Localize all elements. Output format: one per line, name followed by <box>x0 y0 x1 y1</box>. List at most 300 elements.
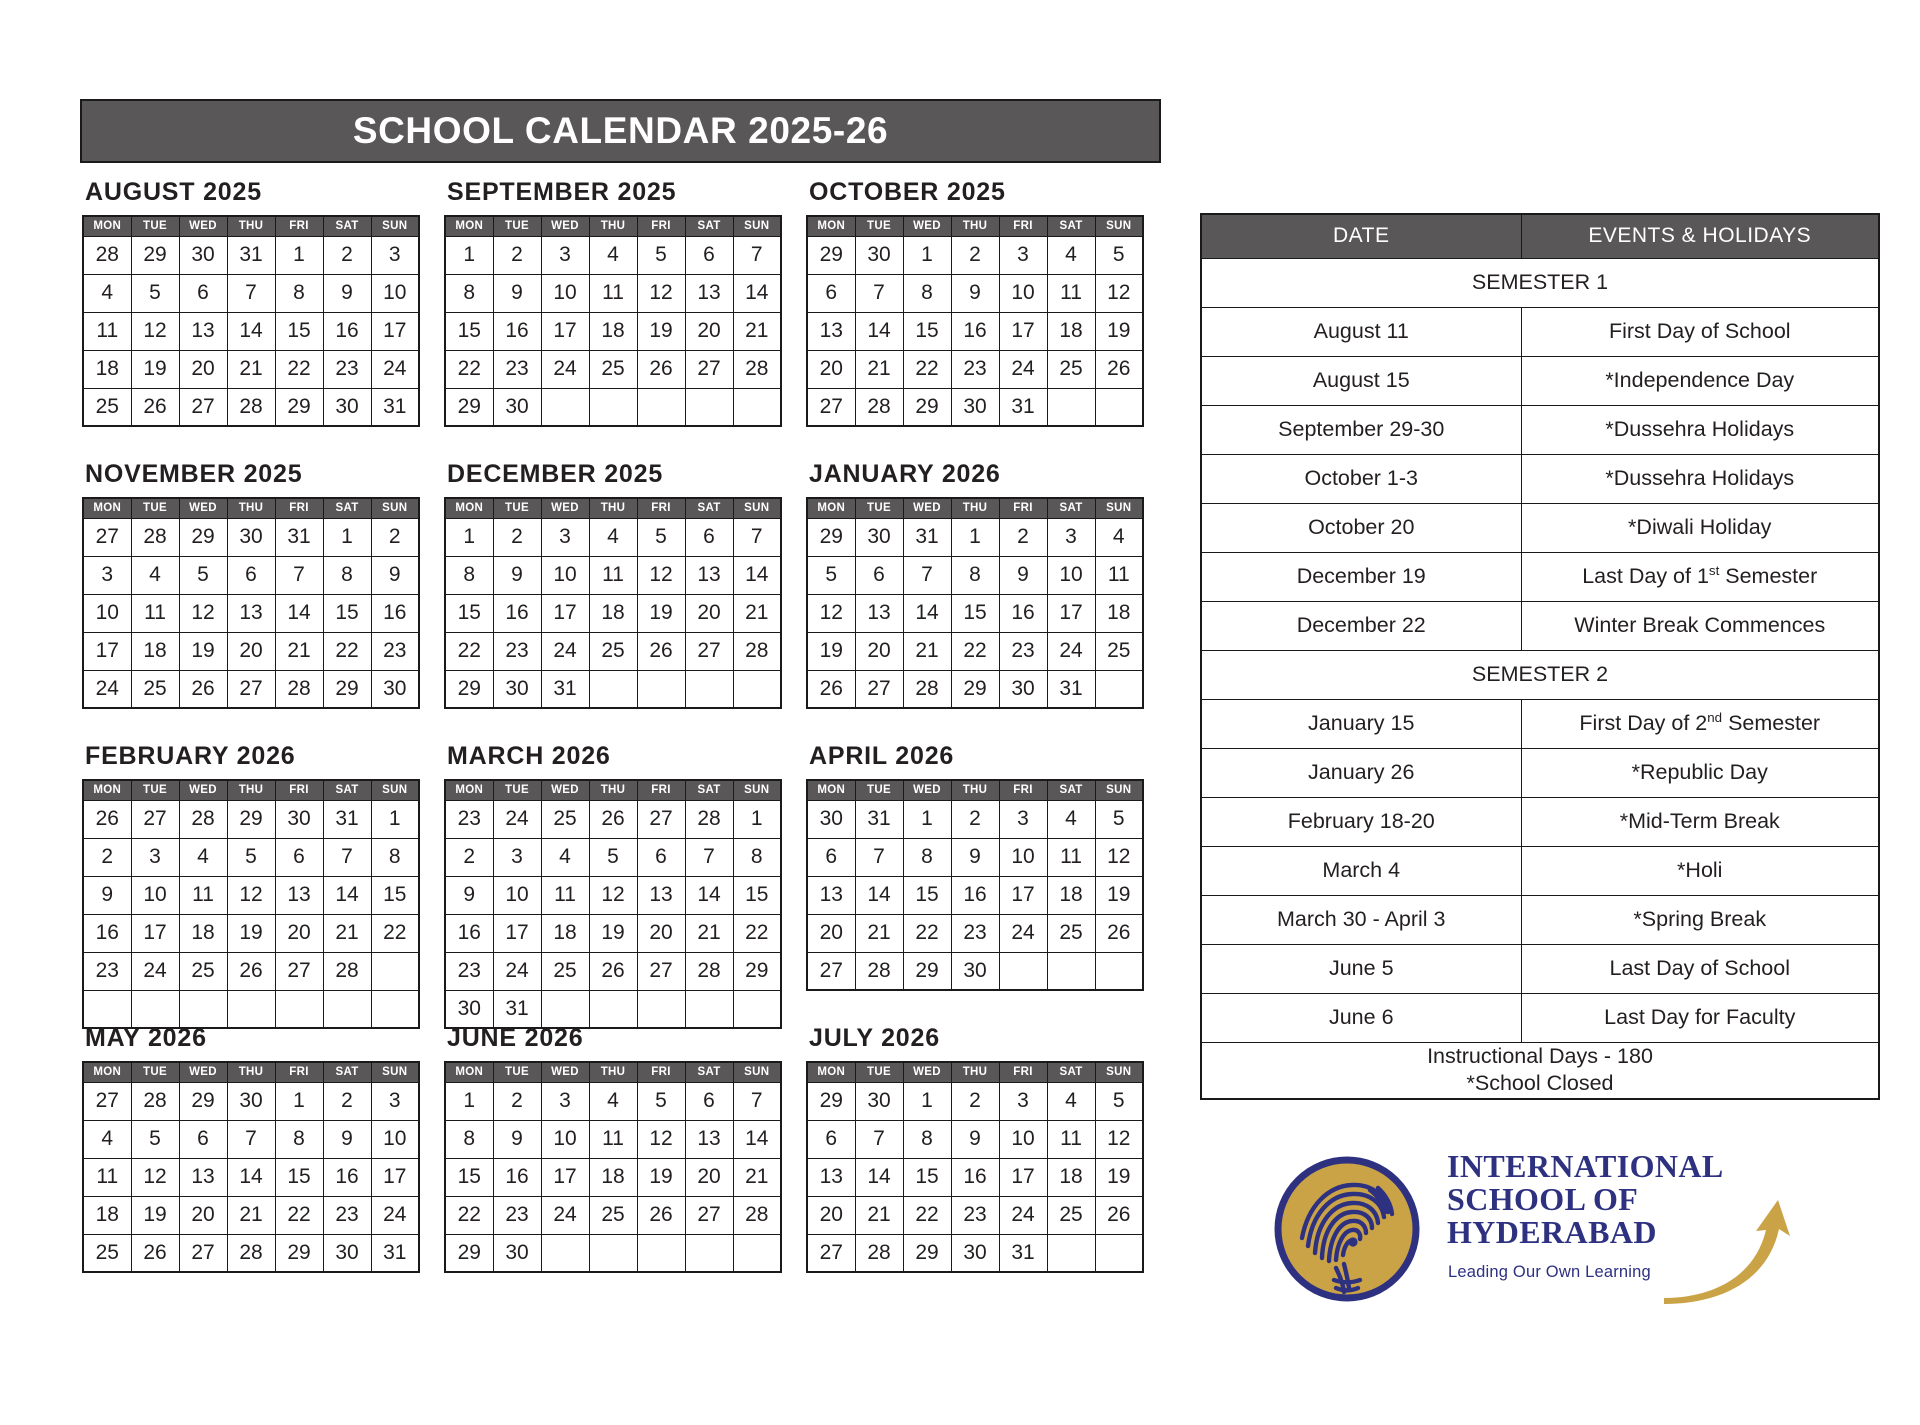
day-cell: 20 <box>855 632 903 670</box>
week-row <box>445 876 781 914</box>
week-row <box>83 838 419 876</box>
day-cell: 20 <box>179 1196 227 1234</box>
month-title: NOVEMBER 2025 <box>85 460 303 488</box>
weekday-header-row <box>807 216 1143 236</box>
day-cell: 27 <box>685 350 733 388</box>
day-cell: 29 <box>445 388 493 426</box>
day-cell: 18 <box>589 312 637 350</box>
weekday-header-row <box>807 780 1143 800</box>
day-cell: 21 <box>733 1158 781 1196</box>
month-grid <box>444 497 782 709</box>
day-cell: 11 <box>541 876 589 914</box>
weekday-header-wed: WED <box>903 780 951 800</box>
week-row <box>807 388 1143 426</box>
weekday-header-mon: MON <box>807 1062 855 1082</box>
day-cell: 16 <box>951 312 999 350</box>
day-cell: 5 <box>131 274 179 312</box>
day-cell: 17 <box>999 312 1047 350</box>
day-cell: 13 <box>807 312 855 350</box>
event-date-cell: June 6 <box>1201 993 1521 1042</box>
day-cell: 30 <box>371 670 419 708</box>
day-cell: 6 <box>855 556 903 594</box>
day-cell: 24 <box>541 1196 589 1234</box>
day-cell: 12 <box>637 556 685 594</box>
day-cell: 1 <box>951 518 999 556</box>
day-cell: 29 <box>131 236 179 274</box>
day-cell: 3 <box>131 838 179 876</box>
weekday-header-fri: FRI <box>637 780 685 800</box>
day-cell: 22 <box>733 914 781 952</box>
day-cell: 19 <box>227 914 275 952</box>
day-cell: 5 <box>1095 236 1143 274</box>
day-cell: 9 <box>323 274 371 312</box>
weekday-header-fri: FRI <box>275 498 323 518</box>
day-cell: 17 <box>83 632 131 670</box>
week-row <box>83 800 419 838</box>
instructional-days-text: Instructional Days - 180 <box>1427 1043 1653 1068</box>
weekday-header-sun: SUN <box>371 216 419 236</box>
day-cell: 12 <box>637 1120 685 1158</box>
day-cell: 3 <box>1047 518 1095 556</box>
day-cell: 31 <box>541 670 589 708</box>
day-cell: 22 <box>275 1196 323 1234</box>
day-cell: 6 <box>685 236 733 274</box>
day-cell: 14 <box>323 876 371 914</box>
week-row <box>807 274 1143 312</box>
week-row <box>445 914 781 952</box>
empty-day-cell <box>1095 388 1143 426</box>
day-cell: 27 <box>179 388 227 426</box>
day-cell: 7 <box>227 1120 275 1158</box>
day-cell: 23 <box>323 350 371 388</box>
day-cell: 14 <box>855 1158 903 1196</box>
day-cell: 24 <box>999 914 1047 952</box>
event-name-cell: *Holi <box>1521 846 1879 895</box>
day-cell: 6 <box>807 1120 855 1158</box>
event-name-cell: *Republic Day <box>1521 748 1879 797</box>
empty-day-cell <box>323 990 371 1028</box>
month-calendars-grid <box>82 178 1167 1304</box>
weekday-header-sat: SAT <box>685 780 733 800</box>
events-table-footer-row <box>1201 1042 1879 1099</box>
day-cell: 2 <box>371 518 419 556</box>
weekday-header-tue: TUE <box>855 780 903 800</box>
week-row <box>445 1234 781 1272</box>
day-cell: 30 <box>855 518 903 556</box>
day-cell: 16 <box>323 1158 371 1196</box>
weekday-header-tue: TUE <box>131 1062 179 1082</box>
semester-section-row <box>1201 650 1879 699</box>
week-row <box>807 838 1143 876</box>
month-title: OCTOBER 2025 <box>809 178 1006 206</box>
event-date-cell: March 4 <box>1201 846 1521 895</box>
events-holidays-panel <box>1200 213 1880 1100</box>
weekday-header-thu: THU <box>589 498 637 518</box>
day-cell: 20 <box>807 914 855 952</box>
day-cell: 26 <box>179 670 227 708</box>
week-row <box>445 388 781 426</box>
month-calendar <box>82 178 422 458</box>
day-cell: 13 <box>685 1120 733 1158</box>
week-row <box>445 350 781 388</box>
event-row <box>1201 601 1879 650</box>
week-row <box>83 914 419 952</box>
weekday-header-sat: SAT <box>323 498 371 518</box>
week-row <box>807 1120 1143 1158</box>
day-cell: 17 <box>999 1158 1047 1196</box>
day-cell: 27 <box>83 518 131 556</box>
event-row <box>1201 797 1879 846</box>
event-name-cell: Last Day for Faculty <box>1521 993 1879 1042</box>
event-name-cell: Last Day of School <box>1521 944 1879 993</box>
day-cell: 4 <box>1095 518 1143 556</box>
day-cell: 26 <box>1095 350 1143 388</box>
day-cell: 13 <box>179 1158 227 1196</box>
day-cell: 28 <box>131 1082 179 1120</box>
day-cell: 24 <box>541 350 589 388</box>
day-cell: 22 <box>371 914 419 952</box>
empty-day-cell <box>179 990 227 1028</box>
day-cell: 29 <box>227 800 275 838</box>
day-cell: 10 <box>541 556 589 594</box>
event-name-cell: *Dussehra Holidays <box>1521 454 1879 503</box>
events-col-header-events: EVENTS & HOLIDAYS <box>1521 214 1879 258</box>
event-row <box>1201 895 1879 944</box>
month-calendar <box>806 460 1146 740</box>
day-cell: 10 <box>371 1120 419 1158</box>
empty-day-cell <box>733 388 781 426</box>
week-row <box>445 236 781 274</box>
day-cell: 11 <box>131 594 179 632</box>
weekday-header-thu: THU <box>951 1062 999 1082</box>
event-name-cell: Last Day of 1st Semester <box>1521 552 1879 601</box>
day-cell: 7 <box>733 236 781 274</box>
day-cell: 18 <box>1047 876 1095 914</box>
weekday-header-row <box>83 1062 419 1082</box>
weekday-header-mon: MON <box>445 1062 493 1082</box>
day-cell: 28 <box>179 800 227 838</box>
day-cell: 29 <box>807 518 855 556</box>
day-cell: 24 <box>999 1196 1047 1234</box>
week-row <box>83 388 419 426</box>
weekday-header-row <box>445 498 781 518</box>
day-cell: 5 <box>1095 800 1143 838</box>
events-table <box>1200 213 1880 1100</box>
logo-line-3: HYDERABAD <box>1447 1213 1657 1250</box>
day-cell: 3 <box>371 236 419 274</box>
weekday-header-thu: THU <box>951 498 999 518</box>
day-cell: 15 <box>903 312 951 350</box>
day-cell: 27 <box>855 670 903 708</box>
week-row <box>445 670 781 708</box>
weekday-header-sat: SAT <box>1047 498 1095 518</box>
weekday-header-row <box>807 498 1143 518</box>
day-cell: 4 <box>83 274 131 312</box>
month-calendar <box>806 742 1146 1022</box>
day-cell: 18 <box>541 914 589 952</box>
event-date-cell: December 19 <box>1201 552 1521 601</box>
day-cell: 29 <box>275 1234 323 1272</box>
week-row <box>445 274 781 312</box>
day-cell: 2 <box>951 1082 999 1120</box>
weekday-header-tue: TUE <box>493 780 541 800</box>
event-date-cell: February 18-20 <box>1201 797 1521 846</box>
week-row <box>83 670 419 708</box>
day-cell: 28 <box>227 1234 275 1272</box>
day-cell: 14 <box>855 312 903 350</box>
event-date-cell: August 11 <box>1201 307 1521 356</box>
day-cell: 19 <box>589 914 637 952</box>
week-row <box>83 1120 419 1158</box>
weekday-header-mon: MON <box>807 216 855 236</box>
day-cell: 23 <box>445 800 493 838</box>
weekday-header-thu: THU <box>227 216 275 236</box>
empty-day-cell <box>589 388 637 426</box>
day-cell: 2 <box>951 800 999 838</box>
month-grid <box>806 779 1144 991</box>
day-cell: 23 <box>493 350 541 388</box>
week-row <box>83 1234 419 1272</box>
weekday-header-sun: SUN <box>371 498 419 518</box>
day-cell: 10 <box>83 594 131 632</box>
weekday-header-row <box>83 498 419 518</box>
day-cell: 29 <box>903 388 951 426</box>
day-cell: 28 <box>275 670 323 708</box>
day-cell: 30 <box>855 1082 903 1120</box>
day-cell: 8 <box>903 1120 951 1158</box>
weekday-header-mon: MON <box>445 780 493 800</box>
day-cell: 10 <box>493 876 541 914</box>
day-cell: 30 <box>323 1234 371 1272</box>
day-cell: 11 <box>83 1158 131 1196</box>
week-row <box>83 312 419 350</box>
day-cell: 17 <box>131 914 179 952</box>
weekday-header-tue: TUE <box>493 498 541 518</box>
weekday-header-fri: FRI <box>999 498 1047 518</box>
day-cell: 25 <box>83 388 131 426</box>
weekday-header-mon: MON <box>83 216 131 236</box>
event-row <box>1201 846 1879 895</box>
day-cell: 26 <box>637 632 685 670</box>
event-date-cell: September 29-30 <box>1201 405 1521 454</box>
weekday-header-thu: THU <box>589 1062 637 1082</box>
weekday-header-sat: SAT <box>323 216 371 236</box>
day-cell: 7 <box>227 274 275 312</box>
day-cell: 30 <box>493 1234 541 1272</box>
weekday-header-wed: WED <box>179 1062 227 1082</box>
empty-day-cell <box>589 990 637 1028</box>
day-cell: 18 <box>83 1196 131 1234</box>
day-cell: 19 <box>637 594 685 632</box>
day-cell: 18 <box>1047 312 1095 350</box>
day-cell: 30 <box>493 670 541 708</box>
day-cell: 1 <box>445 236 493 274</box>
school-logo-tagline: Leading Our Own Learning <box>1448 1263 1651 1281</box>
day-cell: 1 <box>445 1082 493 1120</box>
weekday-header-fri: FRI <box>275 1062 323 1082</box>
weekday-header-wed: WED <box>179 498 227 518</box>
day-cell: 28 <box>733 350 781 388</box>
semester-section-label: SEMESTER 1 <box>1201 258 1879 307</box>
weekday-header-sun: SUN <box>733 1062 781 1082</box>
weekday-header-tue: TUE <box>493 1062 541 1082</box>
weekday-header-sun: SUN <box>733 780 781 800</box>
day-cell: 31 <box>1047 670 1095 708</box>
day-cell: 10 <box>999 838 1047 876</box>
day-cell: 5 <box>637 1082 685 1120</box>
day-cell: 19 <box>179 632 227 670</box>
month-title: MARCH 2026 <box>447 742 611 770</box>
week-row <box>445 800 781 838</box>
school-closed-legend-text: *School Closed <box>1466 1071 1614 1096</box>
day-cell: 15 <box>371 876 419 914</box>
day-cell: 17 <box>493 914 541 952</box>
day-cell: 11 <box>1095 556 1143 594</box>
day-cell: 16 <box>999 594 1047 632</box>
event-date-cell: October 20 <box>1201 503 1521 552</box>
day-cell: 28 <box>131 518 179 556</box>
day-cell: 6 <box>807 274 855 312</box>
day-cell: 13 <box>855 594 903 632</box>
month-calendar <box>444 1024 784 1304</box>
day-cell: 23 <box>951 914 999 952</box>
day-cell: 22 <box>323 632 371 670</box>
day-cell: 7 <box>275 556 323 594</box>
weekday-header-mon: MON <box>83 780 131 800</box>
weekday-header-row <box>445 1062 781 1082</box>
day-cell: 29 <box>323 670 371 708</box>
day-cell: 6 <box>685 1082 733 1120</box>
week-row <box>445 1120 781 1158</box>
weekday-header-fri: FRI <box>637 498 685 518</box>
day-cell: 21 <box>855 350 903 388</box>
logo-line-1: INTERNATIONAL <box>1447 1148 1724 1184</box>
instructional-days-footer <box>1201 1042 1879 1099</box>
event-name-cell: Winter Break Commences <box>1521 601 1879 650</box>
day-cell: 27 <box>685 632 733 670</box>
day-cell: 18 <box>131 632 179 670</box>
day-cell: 30 <box>227 518 275 556</box>
day-cell: 3 <box>371 1082 419 1120</box>
day-cell: 28 <box>685 952 733 990</box>
weekday-header-wed: WED <box>541 498 589 518</box>
day-cell: 13 <box>807 876 855 914</box>
day-cell: 4 <box>589 518 637 556</box>
day-cell: 14 <box>903 594 951 632</box>
weekday-header-thu: THU <box>951 780 999 800</box>
day-cell: 4 <box>589 1082 637 1120</box>
day-cell: 29 <box>903 952 951 990</box>
week-row <box>807 670 1143 708</box>
weekday-header-tue: TUE <box>131 216 179 236</box>
day-cell: 24 <box>371 1196 419 1234</box>
weekday-header-wed: WED <box>541 780 589 800</box>
weekday-header-thu: THU <box>589 780 637 800</box>
month-calendar <box>82 460 422 740</box>
weekday-header-sat: SAT <box>1047 1062 1095 1082</box>
day-cell: 6 <box>179 274 227 312</box>
month-grid <box>806 215 1144 427</box>
week-row <box>83 952 419 990</box>
day-cell: 30 <box>807 800 855 838</box>
empty-day-cell <box>227 990 275 1028</box>
event-name-cell: First Day of 2nd Semester <box>1521 699 1879 748</box>
empty-day-cell <box>371 990 419 1028</box>
day-cell: 30 <box>951 1234 999 1272</box>
month-calendar <box>82 1024 422 1304</box>
weekday-header-tue: TUE <box>855 1062 903 1082</box>
day-cell: 12 <box>179 594 227 632</box>
semester-section-row <box>1201 258 1879 307</box>
day-cell: 9 <box>493 556 541 594</box>
day-cell: 8 <box>903 274 951 312</box>
day-cell: 1 <box>445 518 493 556</box>
event-date-cell: August 15 <box>1201 356 1521 405</box>
day-cell: 3 <box>493 838 541 876</box>
day-cell: 10 <box>999 1120 1047 1158</box>
day-cell: 22 <box>951 632 999 670</box>
weekday-header-fri: FRI <box>275 780 323 800</box>
day-cell: 26 <box>637 1196 685 1234</box>
day-cell: 3 <box>999 800 1047 838</box>
empty-day-cell <box>541 388 589 426</box>
day-cell: 28 <box>733 632 781 670</box>
day-cell: 18 <box>1047 1158 1095 1196</box>
day-cell: 26 <box>227 952 275 990</box>
day-cell: 29 <box>445 1234 493 1272</box>
weekday-header-sun: SUN <box>1095 216 1143 236</box>
day-cell: 14 <box>275 594 323 632</box>
day-cell: 23 <box>999 632 1047 670</box>
day-cell: 15 <box>903 876 951 914</box>
day-cell: 17 <box>999 876 1047 914</box>
week-row <box>445 1196 781 1234</box>
weekday-header-fri: FRI <box>999 216 1047 236</box>
weekday-header-sun: SUN <box>733 498 781 518</box>
day-cell: 15 <box>903 1158 951 1196</box>
day-cell: 3 <box>541 236 589 274</box>
weekday-header-sat: SAT <box>685 1062 733 1082</box>
empty-day-cell <box>83 990 131 1028</box>
day-cell: 22 <box>903 350 951 388</box>
day-cell: 14 <box>733 274 781 312</box>
day-cell: 25 <box>1047 350 1095 388</box>
day-cell: 11 <box>1047 1120 1095 1158</box>
empty-day-cell <box>371 952 419 990</box>
week-row <box>83 1158 419 1196</box>
weekday-header-tue: TUE <box>493 216 541 236</box>
day-cell: 28 <box>855 952 903 990</box>
day-cell: 28 <box>855 388 903 426</box>
day-cell: 21 <box>323 914 371 952</box>
day-cell: 22 <box>275 350 323 388</box>
day-cell: 2 <box>445 838 493 876</box>
day-cell: 13 <box>685 556 733 594</box>
day-cell: 9 <box>445 876 493 914</box>
day-cell: 17 <box>541 594 589 632</box>
day-cell: 17 <box>541 1158 589 1196</box>
day-cell: 1 <box>903 1082 951 1120</box>
empty-day-cell <box>541 1234 589 1272</box>
day-cell: 12 <box>589 876 637 914</box>
month-grid <box>82 497 420 709</box>
empty-day-cell <box>275 990 323 1028</box>
day-cell: 4 <box>83 1120 131 1158</box>
week-row <box>83 1196 419 1234</box>
week-row <box>807 556 1143 594</box>
day-cell: 26 <box>131 388 179 426</box>
day-cell: 2 <box>323 1082 371 1120</box>
